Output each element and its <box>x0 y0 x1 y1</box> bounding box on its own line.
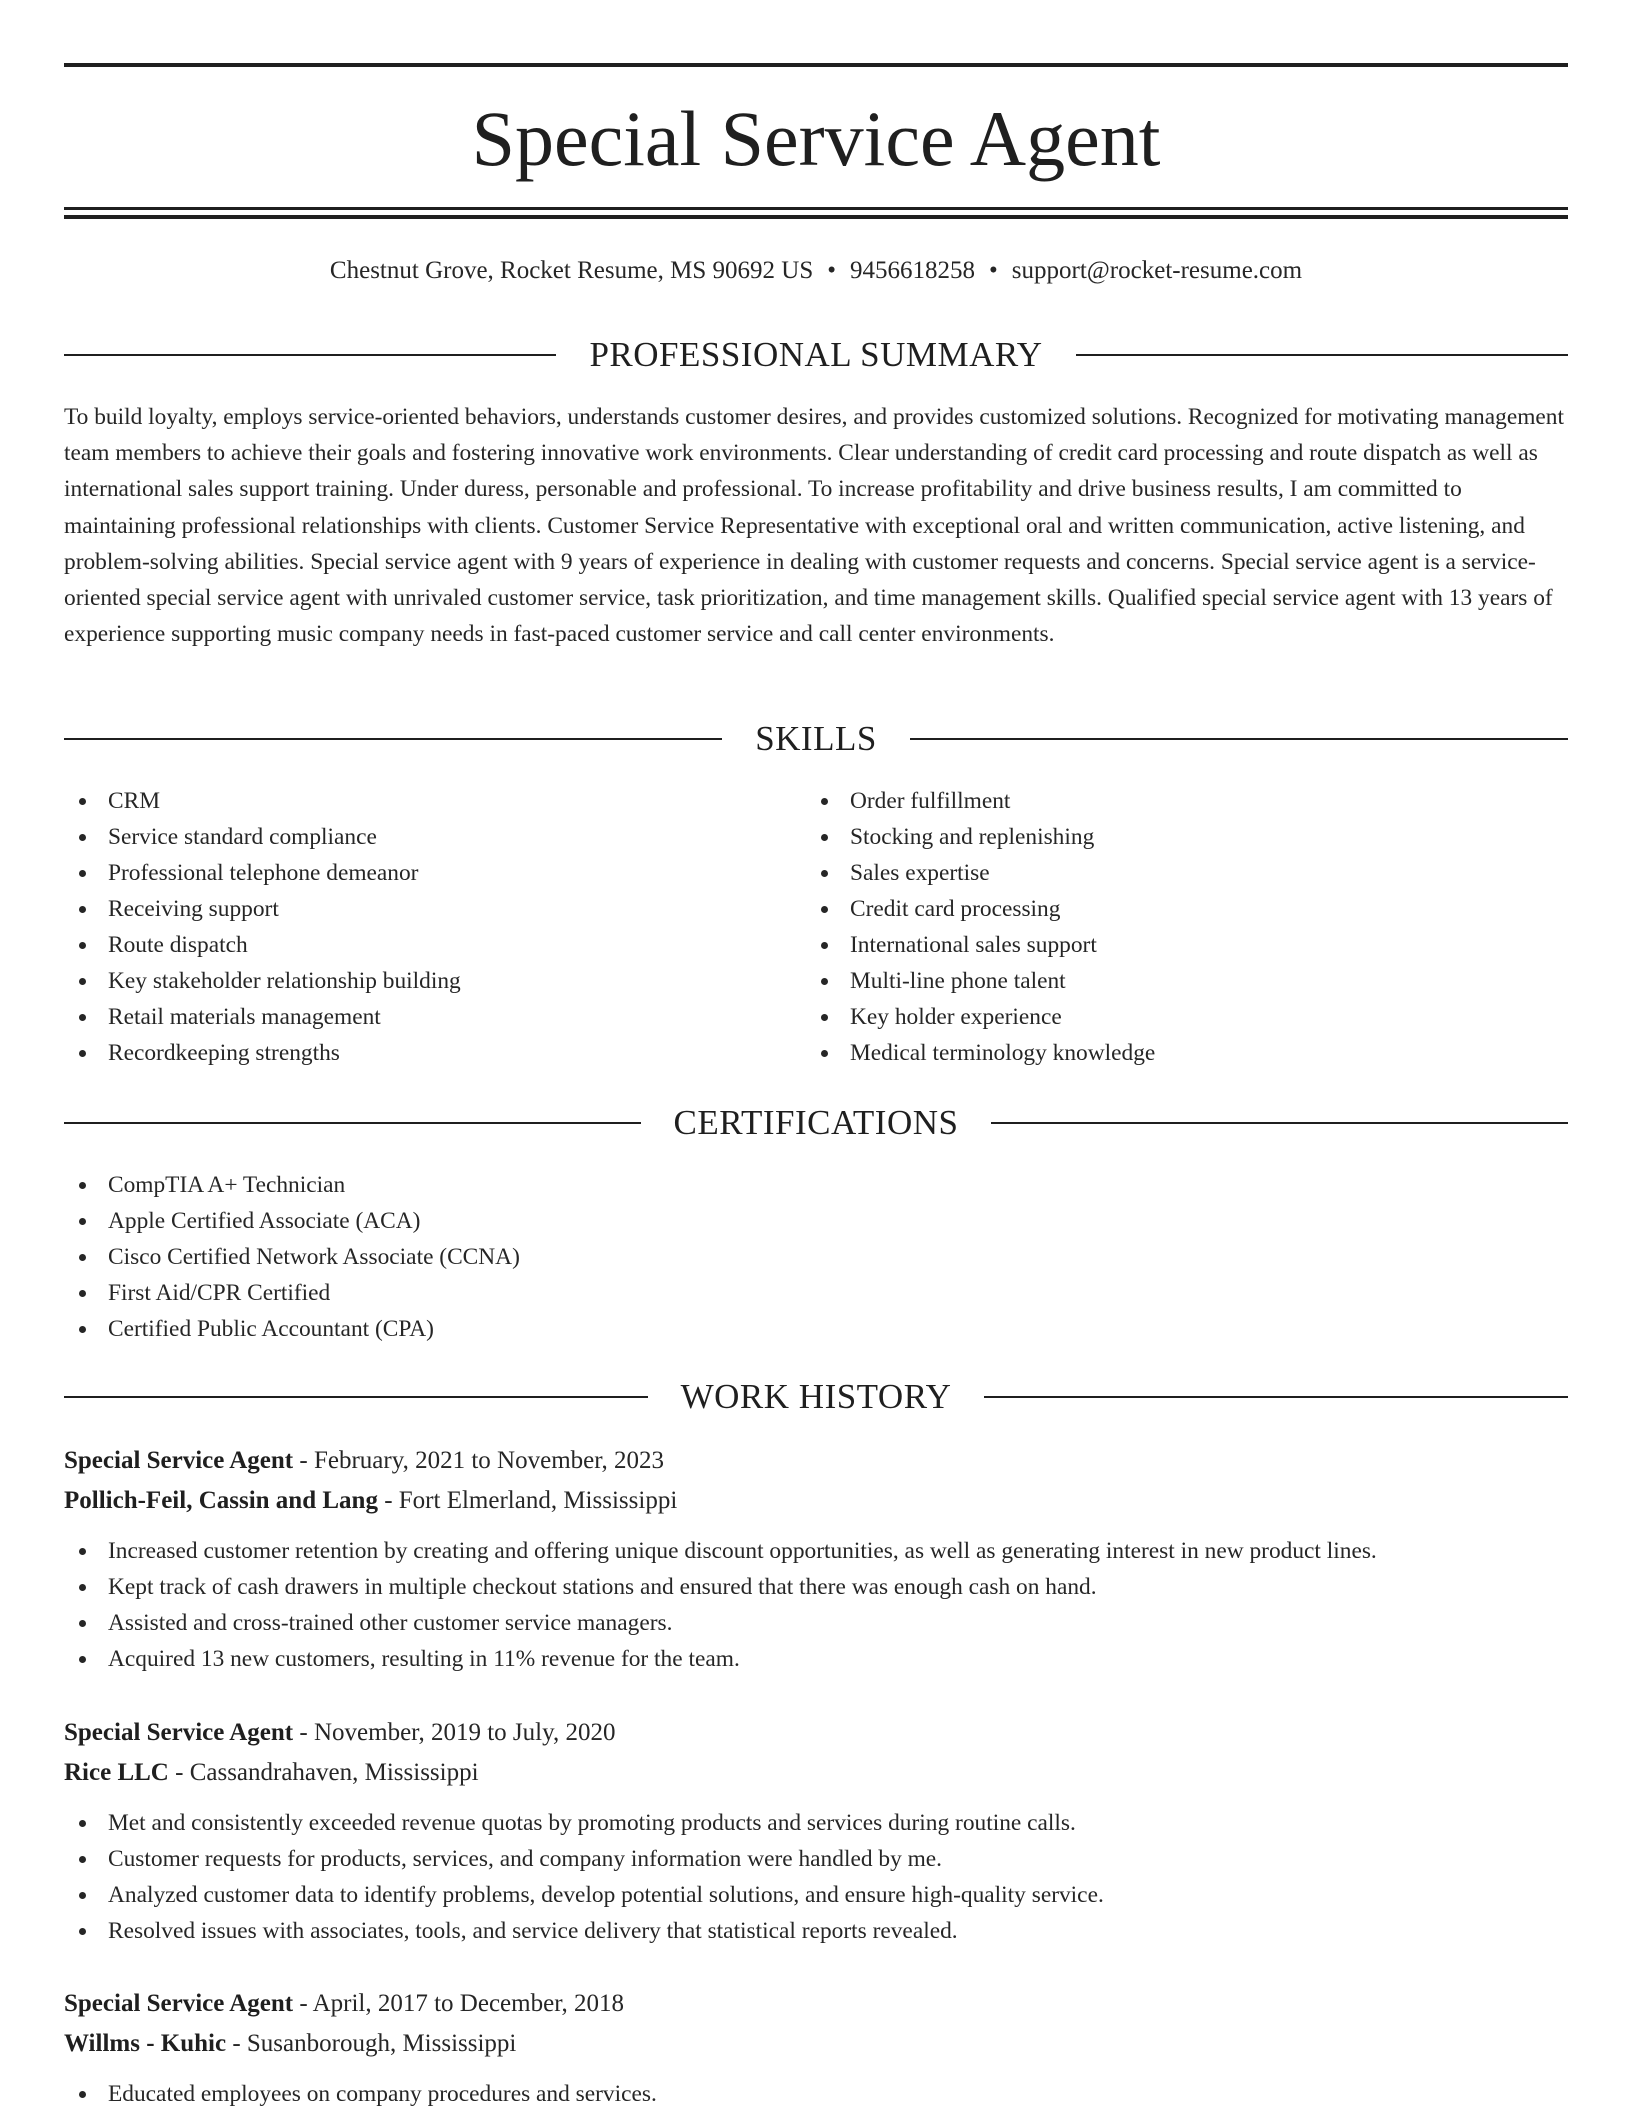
job-entry <box>64 1984 1568 2112</box>
certifications-list <box>64 1167 1568 1347</box>
heading-rule-left <box>64 738 722 740</box>
certification-item: First Aid/CPR Certified <box>64 1275 1568 1311</box>
job-bullet: Educated employees on company procedures and services. <box>64 2076 1568 2112</box>
job-company-line: Willms - Kuhic - Susanborough, Mississippi <box>64 2030 517 2057</box>
skill-item: Stocking and replenishing <box>806 819 1546 855</box>
certification-item: Apple Certified Associate (ACA) <box>64 1203 1568 1239</box>
summary-heading <box>64 330 1568 380</box>
job-bullets <box>64 2076 1568 2112</box>
certifications-heading <box>64 1098 1568 1148</box>
heading-rule-right <box>991 1122 1568 1124</box>
job-dates: February, 2021 to November, 2023 <box>313 1447 665 1474</box>
job-bullets <box>64 1805 1568 1949</box>
heading-rule-left <box>64 354 556 356</box>
job-location: Susanborough, Mississippi <box>246 2030 517 2057</box>
job-title-line: Special Service Agent - April, 2017 to December, 2018 <box>64 1990 625 2017</box>
job-dates: November, 2019 to July, 2020 <box>313 1719 616 1746</box>
job-company: Rice LLC <box>64 1759 169 1786</box>
job-title: Special Service Agent <box>64 1447 294 1474</box>
skill-item: Route dispatch <box>64 927 804 963</box>
job-bullets <box>64 1533 1568 1677</box>
summary-text: To build loyalty, employs service-oriented behaviors, understands customer desires, and provides customized solutions. Recognized for motivating management team members to achieve their goals and fostering innovative work environments. Clear understanding of credit card processing and route dispatch as well as international sales support training. Under duress, personable and professional. To increase profitability and drive business results, I am committed to maintaining professional relationships with clients. Customer Service Representative with exceptional oral and written communication, active listening, and problem-solving abilities. Special service agent with 9 years of experience in dealing with customer requests and concerns. Special service agent is a service-oriented special service agent with unrivaled customer service, task prioritization, and time management skills. Qualified special service agent with 13 years of experience supporting music company needs in fast-paced customer service and call center environments. <box>64 404 1564 648</box>
job-bullet: Acquired 13 new customers, resulting in 11% revenue for the team. <box>64 1641 1568 1677</box>
skills-list-left <box>64 783 804 1071</box>
certification-item: CompTIA A+ Technician <box>64 1167 1568 1203</box>
skill-item: Key holder experience <box>806 999 1546 1035</box>
skill-item: CRM <box>64 783 804 819</box>
header-top-rule <box>64 63 1568 67</box>
job-entry <box>64 1441 1568 1677</box>
certification-item: Cisco Certified Network Associate (CCNA) <box>64 1239 1568 1275</box>
skill-item: Receiving support <box>64 891 804 927</box>
job-title-line: Special Service Agent - February, 2021 to November, 2023 <box>64 1447 665 1474</box>
job-location: Fort Elmerland, Mississippi <box>398 1487 678 1514</box>
heading-rule-left <box>64 1396 648 1398</box>
skill-item: Multi-line phone talent <box>806 963 1546 999</box>
contact-separator: • <box>989 257 998 284</box>
job-bullet: Analyzed customer data to identify problems, develop potential solutions, and ensure high-quality service. <box>64 1877 1568 1913</box>
job-bullet: Increased customer retention by creating and offering unique discount opportunities, as well as generating interest in new product lines. <box>64 1533 1568 1569</box>
heading-rule-right <box>1076 354 1568 356</box>
job-bullet: Kept track of cash drawers in multiple checkout stations and ensured that there was enough cash on hand. <box>64 1569 1568 1605</box>
job-title: Special Service Agent <box>64 1990 294 2017</box>
contact-address: Chestnut Grove, Rocket Resume, MS 90692 US <box>329 257 814 284</box>
job-company: Willms - Kuhic <box>64 2030 227 2057</box>
skills-heading <box>64 714 1568 764</box>
certification-item: Certified Public Accountant (CPA) <box>64 1311 1568 1347</box>
contact-separator: • <box>827 257 837 284</box>
skills-list-right <box>806 783 1546 1071</box>
summary-heading-label: PROFESSIONAL SUMMARY <box>589 335 1043 374</box>
job-company: Pollich-Feil, Cassin and Lang <box>64 1487 378 1514</box>
job-title-line: Special Service Agent - November, 2019 to July, 2020 <box>64 1719 616 1746</box>
job-bullet: Met and consistently exceeded revenue quotas by promoting products and services during routine calls. <box>64 1805 1568 1841</box>
heading-rule-right <box>910 738 1568 740</box>
certifications-heading-label: CERTIFICATIONS <box>673 1103 959 1142</box>
skill-item: Professional telephone demeanor <box>64 855 804 891</box>
work-history-heading-label: WORK HISTORY <box>680 1377 952 1416</box>
header-bottom-rule <box>64 207 1568 210</box>
job-bullet: Resolved issues with associates, tools, and service delivery that statistical reports revealed. <box>64 1913 1568 1949</box>
job-dates: April, 2017 to December, 2018 <box>312 1990 625 2017</box>
skill-item: International sales support <box>806 927 1546 963</box>
job-bullet: Customer requests for products, services, and company information were handled by me. <box>64 1841 1568 1877</box>
skill-item: Sales expertise <box>806 855 1546 891</box>
job-company-line: Pollich-Feil, Cassin and Lang - Fort Elmerland, Mississippi <box>64 1487 678 1514</box>
work-history-heading <box>64 1372 1568 1422</box>
skill-item: Medical terminology knowledge <box>806 1035 1546 1071</box>
skill-item: Recordkeeping strengths <box>64 1035 804 1071</box>
contact-email: support@rocket-resume.com <box>1011 257 1303 284</box>
heading-rule-right <box>984 1396 1568 1398</box>
job-location: Cassandrahaven, Mississippi <box>189 1759 479 1786</box>
resume-title: Special Service Agent <box>471 95 1161 182</box>
contact-phone: 9456618258 <box>850 257 976 284</box>
job-title: Special Service Agent <box>64 1719 294 1746</box>
contact-line <box>64 253 1568 289</box>
skills-heading-label: SKILLS <box>755 719 877 758</box>
job-entry <box>64 1713 1568 1949</box>
skill-item: Retail materials management <box>64 999 804 1035</box>
skill-item: Key stakeholder relationship building <box>64 963 804 999</box>
skill-item: Service standard compliance <box>64 819 804 855</box>
job-company-line: Rice LLC - Cassandrahaven, Mississippi <box>64 1759 479 1786</box>
skill-item: Credit card processing <box>806 891 1546 927</box>
job-bullet: Assisted and cross-trained other customer service managers. <box>64 1605 1568 1641</box>
skill-item: Order fulfillment <box>806 783 1546 819</box>
header-bottom-rule-second <box>64 215 1568 219</box>
heading-rule-left <box>64 1122 641 1124</box>
